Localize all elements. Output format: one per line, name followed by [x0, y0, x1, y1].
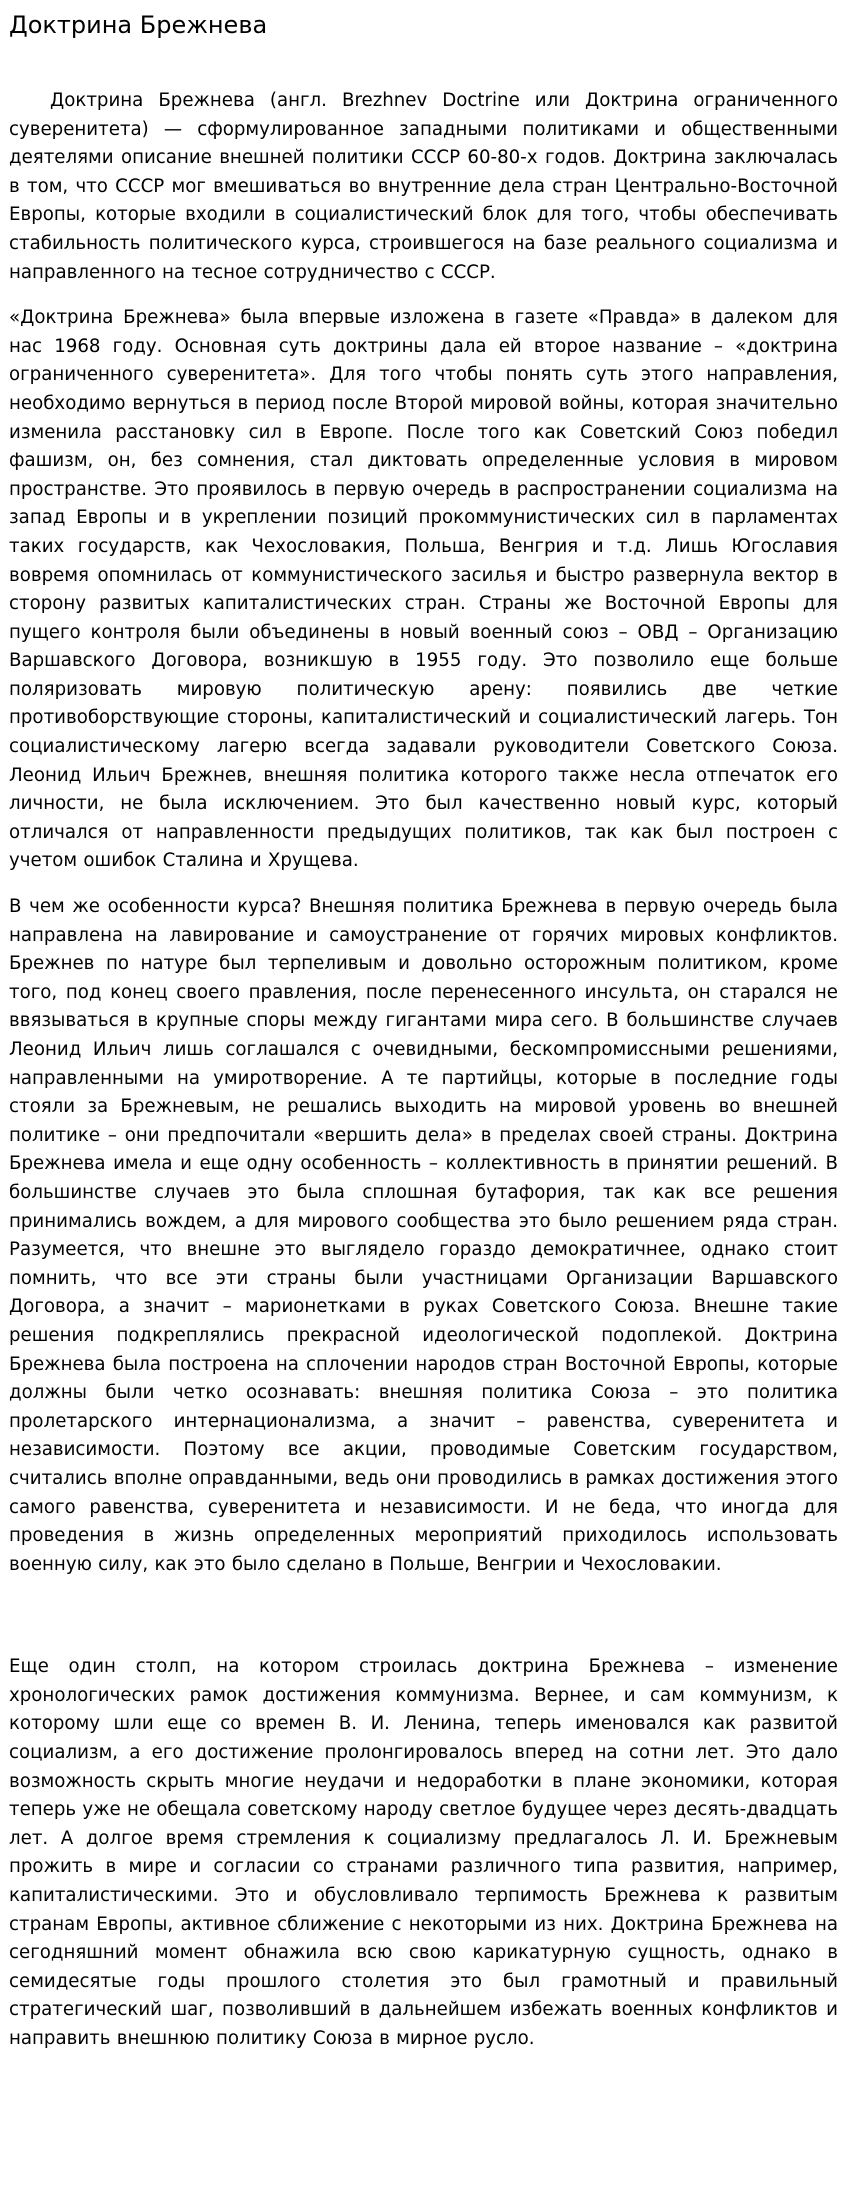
paragraph-features: В чем же особенности курса? Внешняя политика Брежнева в первую очередь была направлена на лавирование и самоустранение от горячих мировых конфликтов. Брежнев по натуре был терпеливым и довольно осторожным политиком, кроме того, под конец своего правления, после перенесенного инсульта, он старался не ввязываться в крупные споры между гигантами мира сего. В большинстве случаев Леонид Ильич лишь соглашался с очевидными, бескомпромиссными решениями, направленными на умиротворение. А те партийцы, которые в последние годы стояли за Брежневым, не решались выходить на мировой уровень во внешней политике – они предпочитали «вершить дела» в пределах своей страны. Доктрина Брежнева имела и еще одну особенность – коллективность в принятии решений. В большинстве случаев это была сплошная бутафория, так как все решения принимались вождем, а для мирового сообщества это было решением ряда стран. Разумеется, что внешне это выглядело гораздо демократичнее, однако стоит помнить, что все эти страны были участницами Организации Варшавского Договора, а значит – марионетками в руках Советского Союза. Внешне такие решения подкреплялись прекрасной идеологической подоплекой. Доктрина Брежнева была построена на сплочении народов стран Восточной Европы, которые должны были четко осознавать: внешняя политика Союза – это политика пролетарского интернационализма, а значит – равенства, суверенитета и независимости. Поэтому все акции, проводимые Советским государством, считались вполне оправданными, ведь они проводились в рамках достижения этого самого равенства, суверенитета и независимости. И не беда, что иногда для проведения в жизнь определенных мероприятий приходилось использовать военную силу, как это было сделано в Польше, Венгрии и Чехословакии. [9, 896, 838, 1575]
paragraph-intro: Доктрина Брежнева (англ. Brezhnev Doctrine или Доктрина ограниченного суверенитета) — сформулированное западными политиками и общественными деятелями описание внешней политики СССР 60-80-х годов. Доктрина заключалась в том, что СССР мог вмешиваться во внутренние дела стран Центрально-Восточной Европы, которые входили в социалистический блок для того, чтобы обеспечивать стабильность политического курса, строившегося на базе реального социализма и направленного на тесное сотрудничество с СССР. [9, 90, 838, 283]
paragraph-history: «Доктрина Брежнева» была впервые изложена в газете «Правда» в далеком для нас 1968 году. Основная суть доктрины дала ей второе название – «доктрина ограниченного суверенитета». Для того чтобы понять суть этого направления, необходимо вернуться в период после Второй мировой войны, которая значительно изменила расстановку сил в Европе. После того как Советский Союз победил фашизм, он, без сомнения, стал диктовать определенные условия в мировом пространстве. Это проявилось в первую очередь в распространении социализма на запад Европы и в укреплении позиций прокоммунистических сил в парламентах таких государств, как Чехословакия, Польша, Венгрия и т.д. Лишь Югославия вовремя опомнилась от коммунистического засилья и быстро развернула вектор в сторону развитых капиталистических стран. Страны же Восточной Европы для пущего контроля были объединены в новый военный союз – ОВД – Организацию Варшавского Договора, возникшую в 1955 году. Это позволило еще больше поляризовать мировую политическую арену: появились две четкие противоборствующие стороны, капиталистический и социалистический лагерь. Тон социалистическому лагерю всегда задавали руководители Советского Союза. Леонид Ильич Брежнев, внешняя политика которого также несла отпечаток его личности, не была исключением. Это был качественно новый курс, который отличался от направленности предыдущих политиков, так как был построен с учетом ошибок Сталина и Хрущева. [9, 307, 838, 872]
paragraph-communism: Еще один столп, на котором строилась доктрина Брежнева – изменение хронологических рамок достижения коммунизма. Вернее, и сам коммунизм, к которому шли еще со времен В. И. Ленина, теперь именовался как развитой социализм, а его достижение пролонгировалось вперед на сотни лет. Это дало возможность скрыть многие неудачи и недоработки в плане экономики, которая теперь уже не обещала советскому народу светлое будущее через десять-двадцать лет. А долгое время стремления к социализму предлагалось Л. И. Брежневым прожить в мире и согласии со странами различного типа развития, например, капиталистическими. Это и обусловливало терпимость Брежнева к развитым странам Европы, активное сближение с некоторыми из них. Доктрина Брежнева на сегодняшний момент обнажила всю свою карикатурную сущность, однако в семидесятые годы прошлого столетия это был грамотный и правильный стратегический шаг, позволивший в дальнейшем избежать военных конфликтов и направить внешнюю политику Союза в мирное русло. [9, 1656, 838, 2049]
page-title: Доктрина Брежнева [9, 11, 268, 39]
